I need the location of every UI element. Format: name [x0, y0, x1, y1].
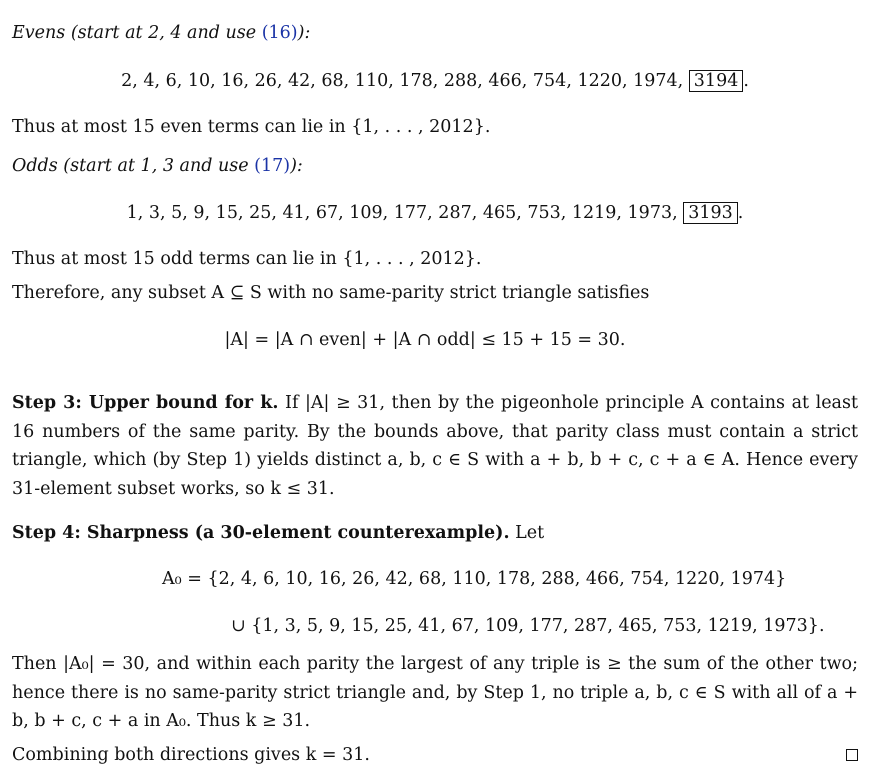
counterexample-set-line1: A₀ = {2, 4, 6, 10, 16, 26, 42, 68, 110, 178, 288, 466, 754, 1220, 1974}: [162, 569, 787, 589]
step4-lead: Let: [515, 523, 545, 543]
odds-sequence-end: .: [737, 203, 744, 223]
bound-equation: |A| = |A ∩ even| + |A ∩ odd| ≤ 15 + 15 = 30.: [224, 330, 626, 350]
odds-sequence-text: 1, 3, 5, 9, 15, 25, 41, 67, 109, 177, 287, 465, 753, 1219, 1973,: [126, 203, 678, 223]
therefore-sentence: Therefore, any subset A ⊆ S with no same-parity strict triangle satisfies: [12, 283, 650, 303]
step3-heading: Step 3: Upper bound for k.: [12, 393, 279, 413]
odds-sequence: [12, 202, 858, 224]
odds-heading: [12, 155, 303, 177]
odds-label-end: ):: [290, 156, 303, 176]
qed-square-icon: [846, 749, 858, 761]
odds-label: Odds (start at 1, 3 and use: [12, 156, 255, 176]
odds-conclusion: Thus at most 15 odd terms can lie in {1, . . . , 2012}.: [12, 249, 482, 269]
evens-sequence: [12, 70, 858, 92]
evens-conclusion: Thus at most 15 even terms can lie in {1, . . . , 2012}.: [12, 117, 491, 137]
equation-ref-17[interactable]: (17): [254, 156, 291, 176]
step3-body: If |A| ≥ 31, then by the pigeonhole principle A contains at least 16 numbers of the same parity. By the bounds above, that parity class must contain a strict triangle, which (by Step 1) yields distinct a, b, c ∈ S with a + b, b + c, c + a ∈ A. Hence every 31-element subset works, so k ≤ 31.: [12, 393, 858, 499]
evens-label-end: ):: [297, 23, 311, 43]
evens-heading: [12, 22, 310, 44]
evens-label: Evens (start at 2, 4 and use: [12, 23, 262, 43]
odds-boxed-term: 3193: [683, 202, 738, 224]
evens-sequence-text: 2, 4, 6, 10, 16, 26, 42, 68, 110, 178, 288, 466, 754, 1220, 1974,: [121, 71, 684, 91]
evens-boxed-term: 3194: [689, 70, 744, 92]
equation-ref-16[interactable]: (16): [261, 23, 298, 43]
evens-sequence-end: .: [743, 71, 749, 91]
counterexample-set-line2: ∪ {1, 3, 5, 9, 15, 25, 41, 67, 109, 177, 287, 465, 753, 1219, 1973}.: [231, 616, 825, 636]
step4-paragraph: Then |A₀| = 30, and within each parity the largest of any triple is ≥ the sum of the other two; hence there is no same-parity strict triangle and, by Step 1, no triple a, b, c ∈ S with all of a + b, b + c, c + a in A₀. Thus k ≥ 31.: [12, 654, 858, 731]
step4-heading-line: [12, 522, 544, 544]
final-conclusion: Combining both directions gives k = 31.: [12, 745, 370, 765]
step3-paragraph: [12, 389, 858, 503]
step4-heading: Step 4: Sharpness (a 30-element counterexample).: [12, 523, 510, 543]
